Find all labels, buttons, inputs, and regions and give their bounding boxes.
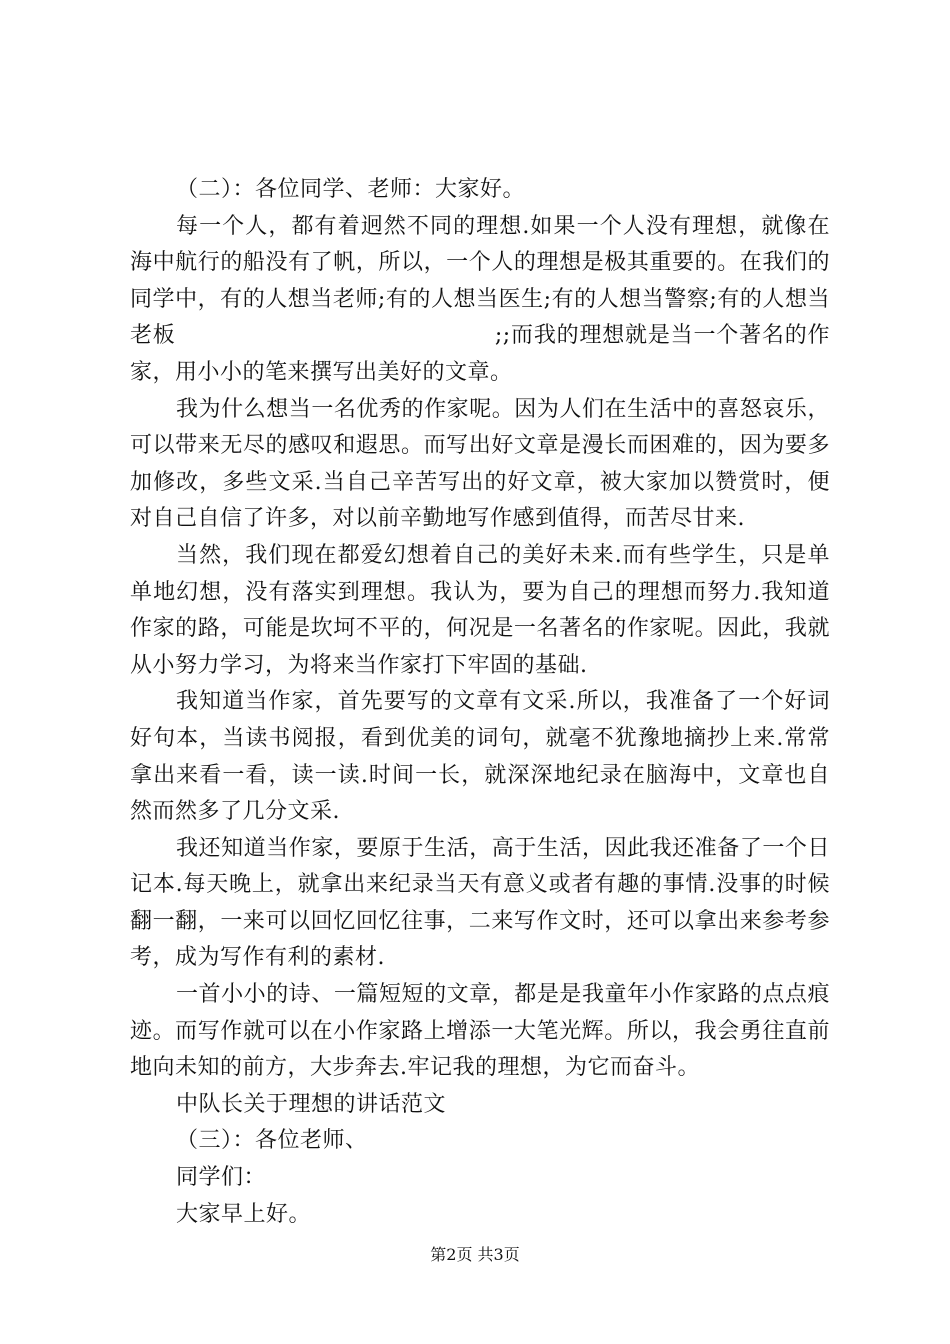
- paragraph: 当然，我们现在都爱幻想着自己的美好未来.而有些学生，只是单单地幻想，没有落实到理想。我认为，要为自己的理想而努力.我知道作家的路，可能是坎坷不平的，何况是一名著名的作家呢。因此，我就从小努力学习，为将来当作家打下牢固的基础.: [130, 542, 830, 678]
- greeting: 大家早上好。: [176, 1201, 312, 1227]
- document-body: [130, 172, 830, 1233]
- paragraph-intro-2: （二）：各位同学、老师：大家好。: [176, 177, 526, 202]
- paragraph: 我为什么想当一名优秀的作家呢。因为人们在生活中的喜怒哀乐，可以带来无尽的感叹和遐思。而写出好文章是漫长而困难的，因为要多加修改，多些文采.当自己辛苦写出的好文章，被大家加以赞赏时，便对自己自信了许多，对以前辛勤地写作感到值得，而苦尽甘来.: [130, 396, 830, 532]
- paragraph: 我知道当作家，首先要写的文章有文采.所以，我准备了一个好词好句本，当读书阅报，看到优美的词句，就毫不犹豫地摘抄上来.常常拿出来看一看，读一读.时间一长，就深深地纪录在脑海中，文章也自然而然多了几分文采.: [130, 689, 830, 825]
- paragraph-intro-3: （三）：各位老师、: [176, 1128, 368, 1154]
- paragraph: 我还知道当作家，要原于生活，高于生活，因此我还准备了一个日记本.每天晚上，就拿出来纪录当天有意义或者有趣的事情.没事的时候翻一翻，一来可以回忆回忆往事，二来写作文时，还可以拿出来参考参考，成为写作有利的素材.: [130, 835, 830, 971]
- salutation: 同学们：: [176, 1165, 267, 1191]
- paragraph: 一首小小的诗、一篇短短的文章，都是是我童年小作家路的点点痕迹。而写作就可以在小作家路上增添一大笔光辉。所以，我会勇往直前地向未知的前方，大步奔去.牢记我的理想，为它而奋斗。: [130, 982, 830, 1081]
- section-heading: 中队长关于理想的讲话范文: [176, 1091, 447, 1117]
- page-footer: [0, 1244, 950, 1266]
- paragraph: 每一个人，都有着迥然不同的理想.如果一个人没有理想，就像在海中航行的船没有了帆，所以，一个人的理想是极其重要的。在我们的同学中，有的人想当老师;有的人想当医生;有的人想当警察;有的人想当老板 ;;而我的理想就是当一个著名的作家，用小小的笔来撰写出美好的文章。: [130, 213, 830, 385]
- page-number: 第2页 共3页: [430, 1245, 520, 1264]
